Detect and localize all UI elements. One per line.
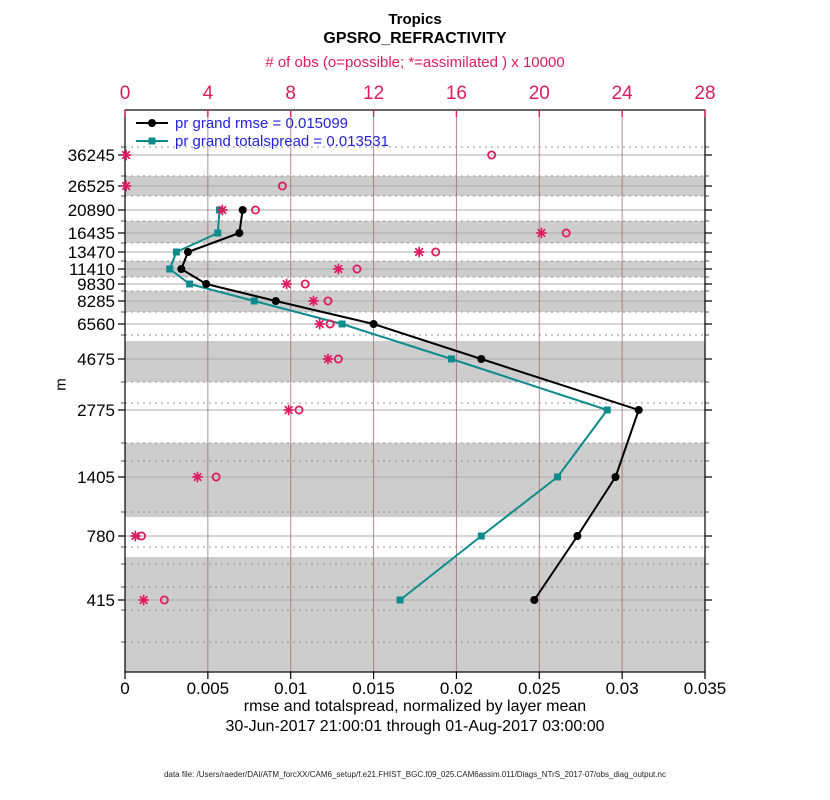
series-marker-circle: [177, 265, 185, 273]
bottom-axis-tick-label: 0.005: [186, 679, 230, 698]
series-marker-circle: [272, 297, 280, 305]
series-marker-square: [478, 533, 485, 540]
y-axis-tick-label: 780: [86, 527, 115, 546]
top-axis-tick-label: 4: [202, 83, 214, 104]
assimilated-obs-marker: [282, 279, 291, 288]
bottom-axis-tick-label: 0.02: [439, 679, 473, 698]
bottom-axis-tick-label: 0.03: [605, 679, 639, 698]
series-marker-square: [166, 266, 173, 273]
bottom-axis-tick-label: 0: [120, 679, 130, 698]
chart-title: Tropics: [388, 11, 442, 28]
layer-band: [125, 557, 705, 672]
series-marker-square: [604, 407, 611, 414]
assimilated-obs-marker: [131, 531, 140, 540]
layer-band: [125, 221, 705, 243]
top-axis: [120, 83, 716, 117]
assimilated-obs-marker: [415, 247, 424, 256]
series-marker-square: [554, 474, 561, 481]
y-axis-tick-label: 4675: [77, 350, 115, 369]
y-axis-tick-label: 16435: [67, 224, 115, 243]
assimilated-obs-marker: [193, 472, 202, 481]
y-axis-tick-label: 13470: [67, 243, 115, 262]
y-axis-tick-label: 11410: [68, 260, 115, 279]
assimilated-obs-marker: [323, 354, 332, 363]
assimilated-obs-marker: [537, 228, 546, 237]
layer-bands: [125, 176, 705, 672]
bottom-axis-tick-label: 0.035: [683, 679, 727, 698]
top-axis-tick-label: 28: [694, 83, 716, 104]
assimilated-obs-marker: [334, 264, 343, 273]
y-axis-tick-label: 6560: [77, 315, 115, 334]
series-marker-square: [173, 249, 180, 256]
top-axis-label: # of obs (o=possible; *=assimilated ) x 10000: [265, 54, 565, 71]
y-axis-tick-label: 9830: [77, 275, 115, 294]
legend-item: [136, 115, 348, 132]
series-marker-circle: [370, 320, 378, 328]
y-axis-tick-label: 8285: [77, 292, 115, 311]
series-marker-square: [251, 298, 258, 305]
assimilated-obs-marker: [315, 319, 324, 328]
legend-marker: [148, 119, 156, 127]
legend-label: pr grand totalspread = 0.013531: [175, 133, 389, 150]
series-marker-circle: [202, 280, 210, 288]
y-axis-tick-label: 415: [86, 591, 115, 610]
series-marker-square: [397, 597, 404, 604]
series-marker-circle: [477, 355, 485, 363]
assimilated-obs-marker: [218, 205, 227, 214]
top-axis-tick-label: 0: [119, 83, 131, 104]
series-marker-circle: [235, 229, 243, 237]
data-file-path: data file: /Users/raeder/DAI/ATM_forcXX/CAM6_setup/f.e21.FHIST_BGC.f09_025.CAM6assim.011/Diags_NTrS_2017-07/obs_diag_output.nc: [164, 770, 666, 779]
assimilated-obs-marker: [309, 296, 318, 305]
bottom-axis-label: rmse and totalspread, normalized by layer mean: [243, 698, 587, 715]
y-axis-tick-label: 1405: [77, 468, 115, 487]
top-axis-tick-label: 12: [363, 83, 385, 104]
series-marker-square: [448, 356, 455, 363]
series-marker-circle: [530, 596, 538, 604]
y-axis-label: m: [52, 378, 70, 391]
assimilated-obs-marker: [121, 150, 130, 159]
series-marker-square: [186, 281, 193, 288]
series-marker-circle: [184, 248, 192, 256]
series-marker-square: [339, 321, 346, 328]
top-axis-tick-label: 8: [285, 83, 297, 104]
legend: [136, 115, 389, 150]
series-marker-circle: [239, 206, 247, 214]
bottom-axis: [120, 672, 726, 698]
top-axis-tick-label: 20: [528, 83, 550, 104]
y-axis-tick-label: 2775: [77, 401, 115, 420]
series-marker-square: [214, 230, 221, 237]
y-axis-tick-label: 26525: [67, 177, 115, 196]
bottom-axis-tick-label: 0.015: [352, 679, 395, 698]
top-axis-tick-label: 16: [445, 83, 467, 104]
chart-subtitle: GPSRO_REFRACTIVITY: [323, 30, 507, 47]
y-axis-tick-label: 20890: [67, 201, 115, 220]
assimilated-obs-marker: [284, 405, 293, 414]
series-marker-circle: [573, 532, 581, 540]
assimilated-obs-marker: [139, 595, 148, 604]
y-axis-tick-label: 36245: [67, 146, 115, 165]
series-marker-circle: [612, 473, 620, 481]
bottom-axis-tick-label: 0.01: [274, 679, 308, 698]
bottom-axis-tick-label: 0.025: [518, 679, 561, 698]
assimilated-obs-marker: [121, 181, 130, 190]
series-marker-circle: [635, 406, 643, 414]
top-axis-tick-label: 24: [611, 83, 633, 104]
date-range-label: 30-Jun-2017 21:00:01 through 01-Aug-2017 03:00:00: [225, 718, 605, 735]
legend-label: pr grand rmse = 0.015099: [175, 115, 349, 132]
legend-marker: [149, 138, 156, 145]
